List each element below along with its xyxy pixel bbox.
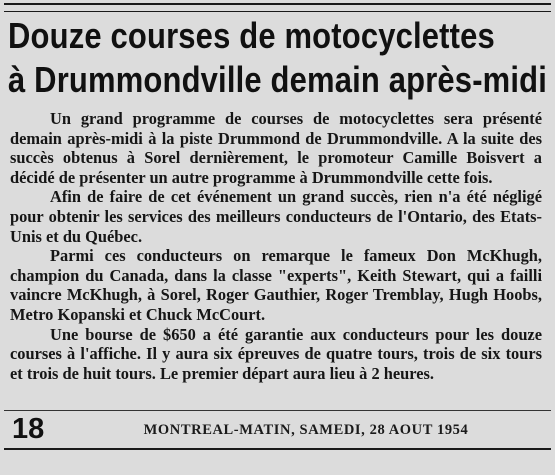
article-body xyxy=(10,109,542,383)
article-paragraph-2: Afin de faire de cet événement un grand succès, rien n'a été négligé pour obtenir les services des meilleurs conducteurs de l'Ontario, des Etats-Unis et du Québec. xyxy=(10,187,542,246)
headline-line-1: Douze courses de motocyclettes xyxy=(8,15,495,56)
bottom-rule xyxy=(4,448,551,450)
article-paragraph-3: Parmi ces conducteurs on remarque le fameux Don McKhugh, champion du Canada, dans la classe "experts", Keith Stewart, qui a failli vaincre McKhugh, à Sorel, Roger Gauthier, Roger Tremblay, Hugh Hoobs, Metro Kopanski et Chuck McCourt. xyxy=(10,246,542,324)
top-rule xyxy=(4,3,551,12)
page-number: 18 xyxy=(12,413,45,445)
headline xyxy=(8,14,548,102)
headline-line-2: à Drummondville demain après-midi xyxy=(8,59,548,100)
footer-rule xyxy=(4,410,551,411)
article-paragraph-4: Une bourse de $650 a été garantie aux conducteurs pour les douze courses à l'affiche. Il y aura six épreuves de quatre tours, trois de six tours et trois de huit tours. Le premier départ aura lieu à 2 heures. xyxy=(10,324,542,383)
publication-dateline: MONTREAL-MATIN, SAMEDI, 28 AOUT 1954 xyxy=(143,422,469,438)
article-paragraph-1: Un grand programme de courses de motocyclettes sera présenté demain après-midi à la piste Drummond de Drummondville. A la suite des succès obtenus à Sorel dernièrement, le promoteur Camille Boisvert a décidé de présenter un autre programme à Drummondville cette fois. xyxy=(10,109,542,187)
